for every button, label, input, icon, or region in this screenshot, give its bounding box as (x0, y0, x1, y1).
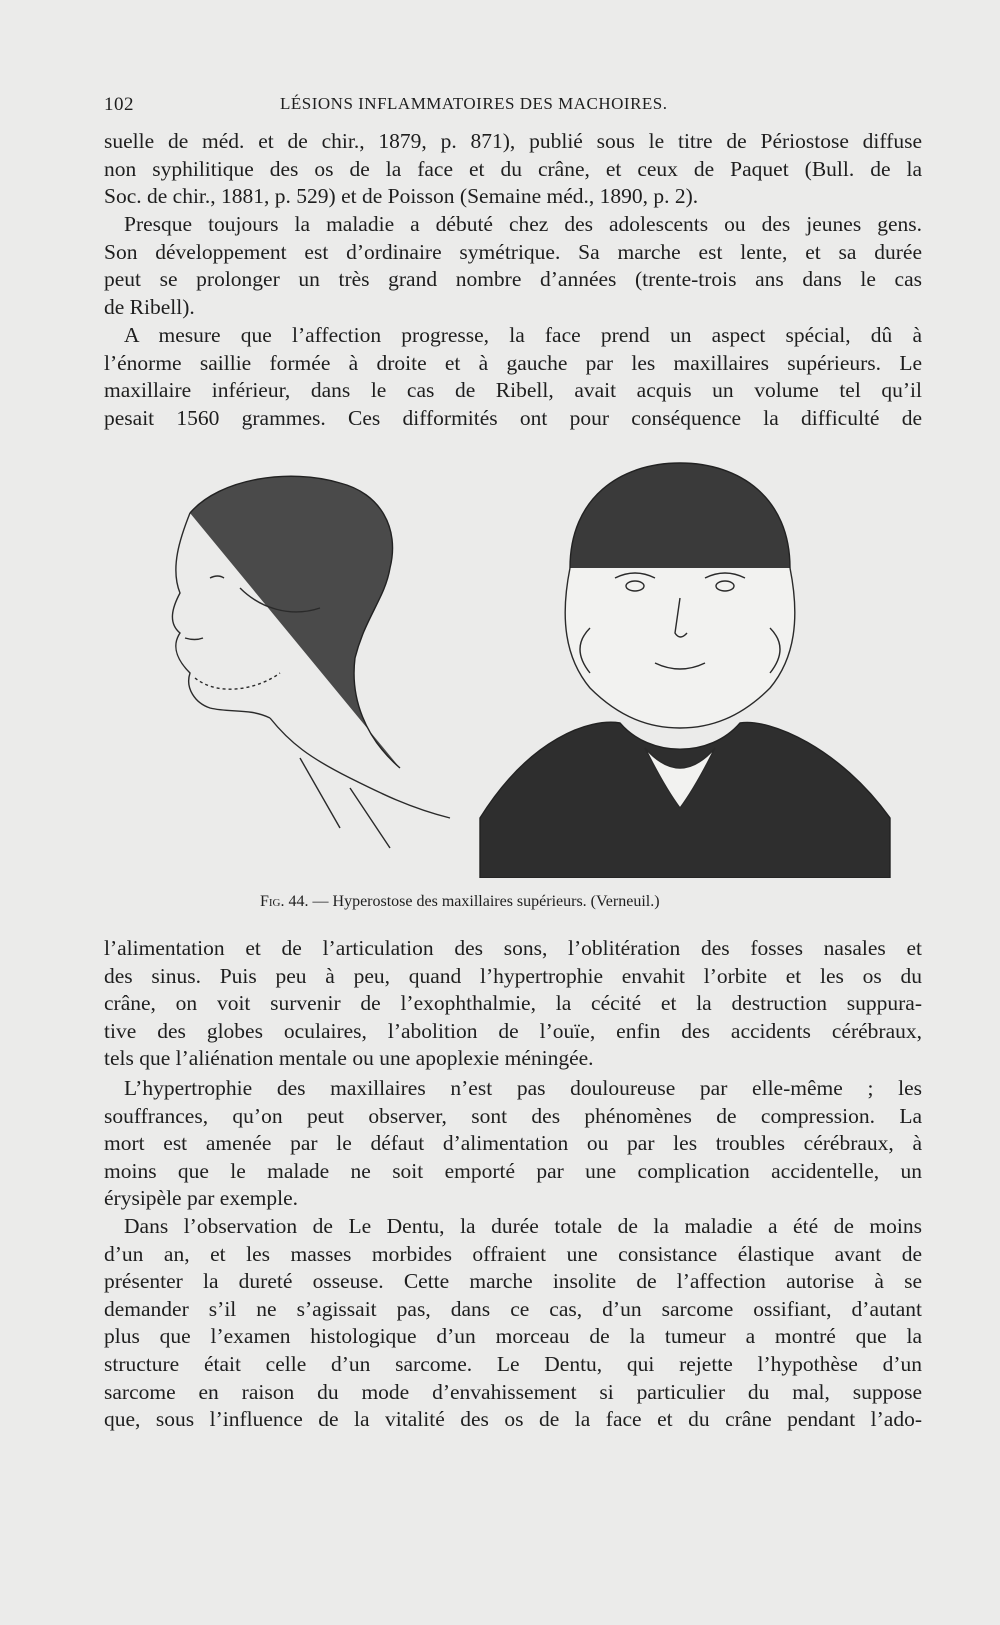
text-line: que, sous l’influence de la vitalité des os de la face et du crâne pendant l’ado- (104, 1407, 922, 1432)
text-line: présenter la dureté osseuse. Cette marche insolite de l’affection autorise à se (104, 1269, 922, 1294)
text-line: Presque toujours la maladie a débuté chez des adolescents ou des jeunes gens. (124, 212, 922, 236)
text-line: suelle de méd. et de chir., 1879, p. 871), publié sous le titre de Périostose diffuse (104, 129, 922, 153)
profile-portrait (172, 476, 450, 848)
running-title: LÉSIONS INFLAMMATOIRES DES MACHOIRES. (280, 94, 668, 113)
paragraph-3 (104, 322, 922, 432)
text-line: L’hypertrophie des maxillaires n’est pas douloureuse par elle-même ; les (124, 1076, 922, 1100)
caption-label: Fig. 44. (260, 893, 309, 910)
text-line: érysipèle par exemple. (104, 1186, 299, 1211)
text-line: maxillaire inférieur, dans le cas de Ribell, avait acquis un volume tel qu’il (104, 378, 922, 403)
paragraph-1 (104, 128, 922, 211)
paragraph-2 (104, 211, 922, 321)
text-line: peut se prolonger un très grand nombre d’années (trente-trois ans dans le cas (104, 267, 922, 292)
page-header (104, 92, 922, 120)
text-line: pesait 1560 grammes. Ces difformités ont pour conséquence la difficulté de (104, 405, 922, 430)
text-line: tels que l’aliénation mentale ou une apoplexie méningée. (104, 1046, 594, 1071)
text-line: souffrances, qu’on peut observer, sont des phénomènes de compression. La (104, 1103, 922, 1128)
paragraph-6 (104, 1213, 922, 1434)
text-line: mort est amenée par le défaut d’alimentation ou par les troubles cérébraux, à (104, 1131, 922, 1156)
engraving-two-portraits (150, 458, 910, 878)
text-line: non syphilitique des os de la face et du crâne, et ceux de Paquet (Bull. de la (104, 156, 922, 181)
text-line: l’énorme saillie formée à droite et à gauche par les maxillaires supérieurs. Le (104, 350, 922, 375)
text-line: de Ribell). (104, 294, 195, 319)
text-line: plus que l’examen histologique d’un morceau de la tumeur a montré que la (104, 1324, 922, 1349)
text-line: l’alimentation et de l’articulation des sons, l’oblitération des fosses nasales et (104, 936, 922, 960)
caption-text: — Hyperostose des maxillaires supérieurs. (Verneuil.) (312, 893, 660, 910)
text-line: moins que le malade ne soit emporté par une complication accidentelle, un (104, 1158, 922, 1183)
frontal-portrait (480, 463, 890, 878)
text-line: d’un an, et les masses morbides offraient une consistance élastique avant de (104, 1241, 922, 1266)
text-line: structure était celle d’un sarcome. Le Dentu, qui rejette l’hypothèse d’un (104, 1351, 922, 1376)
text-line: Dans l’observation de Le Dentu, la durée totale de la maladie a été de moins (124, 1214, 922, 1238)
text-line: sarcome en raison du mode d’envahissement si particulier du mal, suppose (104, 1379, 922, 1404)
text-line: A mesure que l’affection progresse, la face prend un aspect spécial, dû à (124, 323, 922, 347)
text-line: Soc. de chir., 1881, p. 529) et de Poisson (Semaine méd., 1890, p. 2). (104, 184, 699, 209)
text-line: Son développement est d’ordinaire symétrique. Sa marche est lente, et sa durée (104, 239, 922, 264)
page-number: 102 (104, 94, 134, 115)
figure-illustration (150, 458, 910, 878)
text-line: des sinus. Puis peu à peu, quand l’hypertrophie envahit l’orbite et les os du (104, 963, 922, 988)
paragraph-5 (104, 1075, 922, 1213)
paragraph-4 (104, 935, 922, 1073)
figure-caption (260, 893, 780, 911)
text-line: tive des globes oculaires, l’abolition de l’ouïe, enfin des accidents cérébraux, (104, 1018, 922, 1043)
text-line: crâne, on voit survenir de l’exophthalmie, la cécité et la destruction suppura- (104, 991, 922, 1016)
text-line: demander s’il ne s’agissait pas, dans ce cas, d’un sarcome ossifiant, d’autant (104, 1296, 922, 1321)
